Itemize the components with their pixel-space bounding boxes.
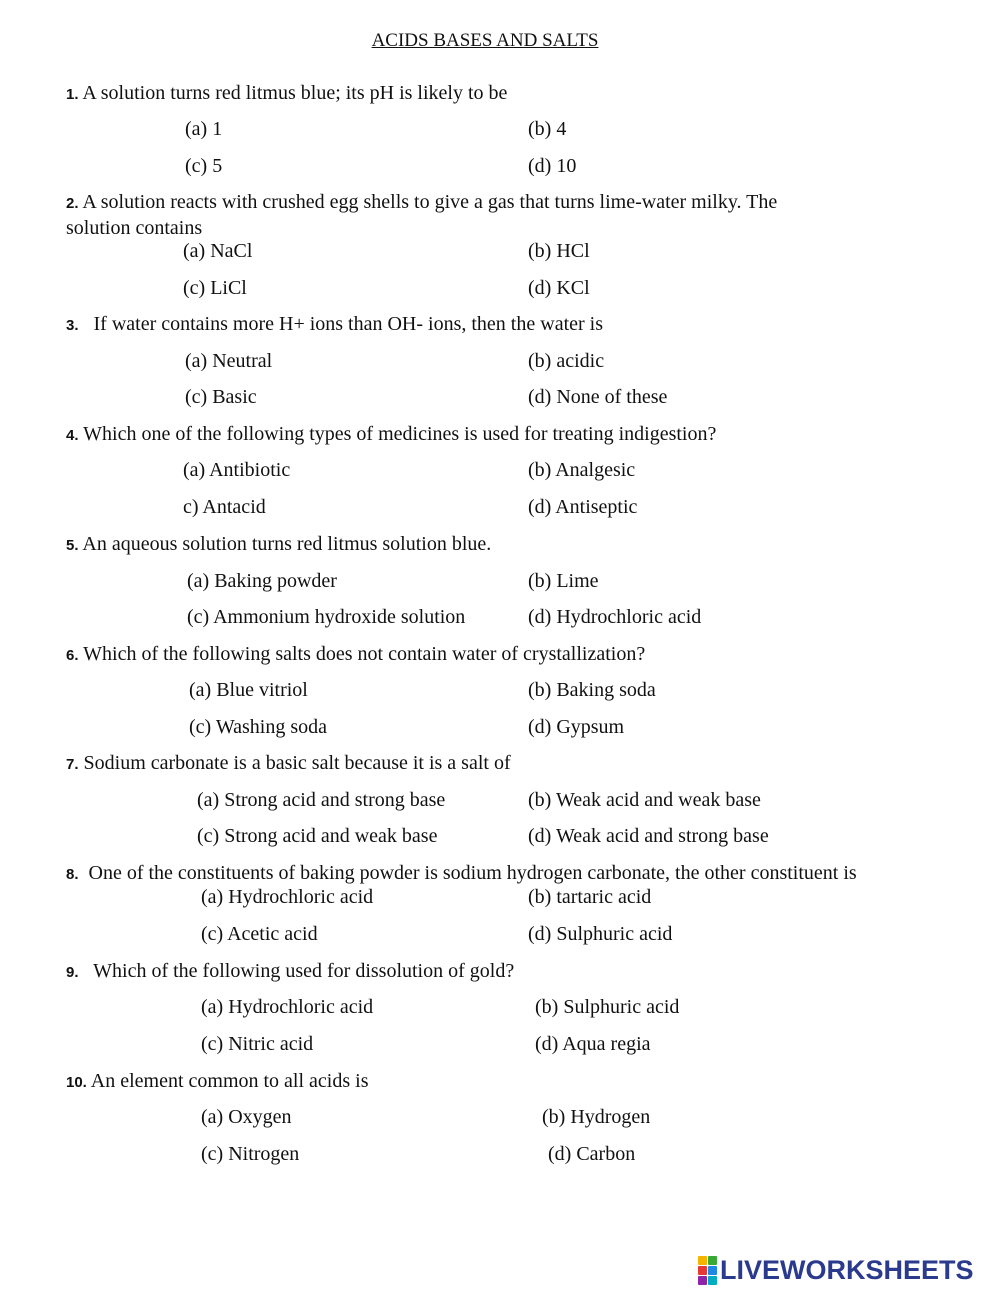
logo-text: LIVEWORKSHEETS <box>720 1254 974 1285</box>
question-number: 10. <box>66 1074 87 1091</box>
option-a: (a) Oxygen <box>201 1106 292 1128</box>
question-3 <box>66 312 926 338</box>
question-stem: A solution reacts with crushed egg shells to give a gas that turns lime-water milky. The solution contains <box>66 191 778 239</box>
option-a: (a) Antibiotic <box>183 459 291 481</box>
question-stem: Sodium carbonate is a basic salt because it is a salt of <box>83 752 511 774</box>
question-number: 5. <box>66 537 79 554</box>
question-5 <box>66 532 926 558</box>
option-a: (a) Hydrochloric acid <box>201 886 374 908</box>
question-10 <box>66 1069 926 1095</box>
option-c: (c) Basic <box>185 386 257 408</box>
logo-block <box>708 1276 717 1285</box>
option-b: (b) Hydrogen <box>542 1106 651 1128</box>
option-b: (b) Lime <box>528 570 599 592</box>
question-number: 6. <box>66 647 79 664</box>
question-stem: A solution turns red litmus blue; its pH is likely to be <box>82 82 508 104</box>
question-number: 9. <box>66 964 79 981</box>
question-number: 7. <box>66 756 79 773</box>
question-number: 2. <box>66 195 79 212</box>
question-stem: If water contains more H+ ions than OH- ions, then the water is <box>93 313 603 335</box>
page-title: ACIDS BASES AND SALTS <box>371 30 599 51</box>
question-number: 4. <box>66 427 79 444</box>
question-8 <box>66 861 966 887</box>
option-b: (b) Baking soda <box>528 679 656 701</box>
question-stem: Which of the following used for dissolution of gold? <box>93 960 515 982</box>
option-d: (d) Carbon <box>548 1143 636 1165</box>
option-d: (d) Gypsum <box>528 716 625 738</box>
question-stem: Which of the following salts does not contain water of crystallization? <box>83 643 646 665</box>
option-b: (b) 4 <box>528 118 567 140</box>
option-c: (c) 5 <box>185 155 223 177</box>
question-1 <box>66 81 926 107</box>
option-d: (d) Sulphuric acid <box>528 923 673 945</box>
option-d: (d) 10 <box>528 155 577 177</box>
option-c: (c) Ammonium hydroxide solution <box>187 606 466 628</box>
liveworksheets-logo <box>698 1256 974 1284</box>
option-d: (d) Hydrochloric acid <box>528 606 702 628</box>
option-d: (d) None of these <box>528 386 668 408</box>
option-a: (a) 1 <box>185 118 223 140</box>
option-c: (c) Washing soda <box>189 716 327 738</box>
question-7 <box>66 751 926 777</box>
option-b: (b) tartaric acid <box>528 886 652 908</box>
option-d: (d) Aqua regia <box>535 1033 651 1055</box>
logo-block <box>708 1266 717 1275</box>
option-c: (c) Acetic acid <box>201 923 318 945</box>
option-b: (b) Sulphuric acid <box>535 996 680 1018</box>
question-stem: Which one of the following types of medicines is used for treating indigestion? <box>83 423 717 445</box>
question-stem: An element common to all acids is <box>90 1070 369 1092</box>
option-a: (a) Neutral <box>185 350 273 372</box>
option-b: (b) acidic <box>528 350 605 372</box>
logo-block <box>698 1256 707 1265</box>
question-9 <box>66 959 926 985</box>
question-number: 3. <box>66 317 79 334</box>
option-d: (d) Antiseptic <box>528 496 638 518</box>
option-c: (c) Nitric acid <box>201 1033 314 1055</box>
option-a: (a) NaCl <box>183 240 253 262</box>
option-c: (c) Strong acid and weak base <box>197 825 438 847</box>
question-stem: An aqueous solution turns red litmus solution blue. <box>82 533 492 555</box>
option-b: (b) Weak acid and weak base <box>528 789 761 811</box>
option-a: (a) Strong acid and strong base <box>197 789 446 811</box>
question-number: 8. <box>66 866 79 883</box>
option-a: (a) Baking powder <box>187 570 337 592</box>
logo-block <box>698 1266 707 1275</box>
question-stem: One of the constituents of baking powder is sodium hydrogen carbonate, the other constituent is <box>88 862 857 884</box>
option-d: (d) KCl <box>528 277 590 299</box>
option-a: (a) Hydrochloric acid <box>201 996 374 1018</box>
logo-blocks-icon <box>698 1256 717 1285</box>
question-2 <box>66 190 836 240</box>
question-4 <box>66 422 926 448</box>
option-c: (c) Nitrogen <box>201 1143 300 1165</box>
question-6 <box>66 642 926 668</box>
option-a: (a) Blue vitriol <box>189 679 308 701</box>
logo-block <box>708 1256 717 1265</box>
option-b: (b) Analgesic <box>528 459 636 481</box>
question-number: 1. <box>66 86 79 103</box>
option-d: (d) Weak acid and strong base <box>528 825 769 847</box>
option-c: (c) LiCl <box>183 277 247 299</box>
option-c: c) Antacid <box>183 496 266 518</box>
logo-block <box>698 1276 707 1285</box>
option-b: (b) HCl <box>528 240 590 262</box>
